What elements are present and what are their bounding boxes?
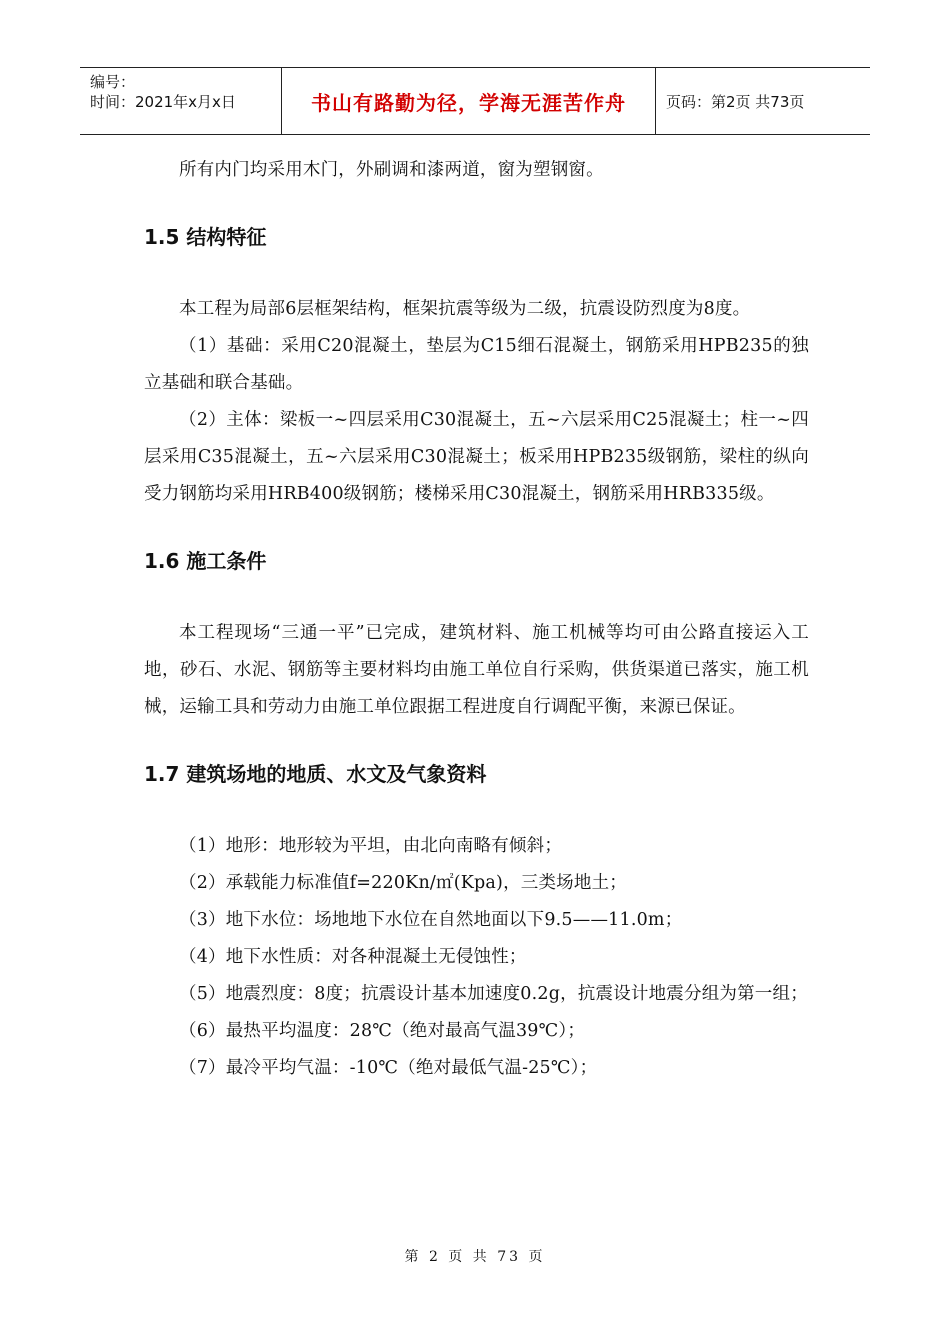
document-number-label: 编号： [90, 73, 136, 91]
header-meta-cell [80, 68, 282, 134]
section-1-5-paragraph-1: 本工程为局部6层框架结构，框架抗震等级为二级，抗震设防烈度为8度。 [179, 299, 751, 319]
page-header [80, 67, 870, 135]
header-motto: 书山有路勤为径，学海无涯苦作舟 [311, 90, 626, 115]
footer-page-number: 第 2 页 共 73 页 [404, 1249, 546, 1265]
section-title-1-6: 1.6 施工条件 [144, 549, 267, 573]
list-item: （7）最冷平均气温：-10℃（绝对最低气温-25℃）； [179, 1058, 598, 1078]
section-1-5-paragraph-2: （1）基础：采用C20混凝土，垫层为C15细石混凝土，钢筋采用HPB235的独立基础和联合基础。 [144, 336, 809, 393]
list-item: （4）地下水性质：对各种混凝土无侵蚀性； [179, 947, 527, 967]
list-item: （3）地下水位：场地地下水位在自然地面以下9.5——11.0m； [179, 910, 683, 930]
list-item: （1）地形：地形较为平坦，由北向南略有倾斜； [179, 836, 563, 856]
section-1-6-paragraph-1: 本工程现场“三通一平”已完成，建筑材料、施工机械等均可由公路直接运入工地，砂石、水泥、钢筋等主要材料均由施工单位自行采购，供货渠道已落实，施工机械，运输工具和劳动力由施工单位跟据工程进度自行调配平衡，来源已保证。 [144, 623, 809, 717]
page-footer [0, 1246, 950, 1266]
list-item: （5）地震烈度：8度；抗震设计基本加速度0.2g，抗震设计地震分组为第一组； [179, 984, 808, 1004]
document-body [144, 152, 809, 1087]
header-page-number: 页码：第2页 共73页 [666, 92, 805, 111]
section-1-5-paragraph-3: （2）主体：梁板一~四层采用C30混凝土，五~六层采用C25混凝土；柱一~四层采用C35混凝土，五~六层采用C30混凝土；板采用HPB235级钢筋，梁柱的纵向受力钢筋均采用HRB400级钢筋；楼梯采用C30混凝土，钢筋采用HRB335级。 [144, 410, 809, 504]
header-motto-cell [282, 68, 656, 134]
intro-paragraph: 所有内门均采用木门，外刷调和漆两道，窗为塑钢窗。 [179, 160, 604, 180]
document-date-label: 时间：2021年x月x日 [90, 93, 236, 111]
list-item: （2）承载能力标准值f=220Kn/㎡(Kpa)，三类场地土； [179, 873, 627, 893]
section-title-1-7: 1.7 建筑场地的地质、水文及气象资料 [144, 762, 487, 786]
header-page-cell [656, 68, 870, 134]
list-item: （6）最热平均温度：28℃（绝对最高气温39℃）； [179, 1021, 586, 1041]
section-title-1-5: 1.5 结构特征 [144, 225, 267, 249]
